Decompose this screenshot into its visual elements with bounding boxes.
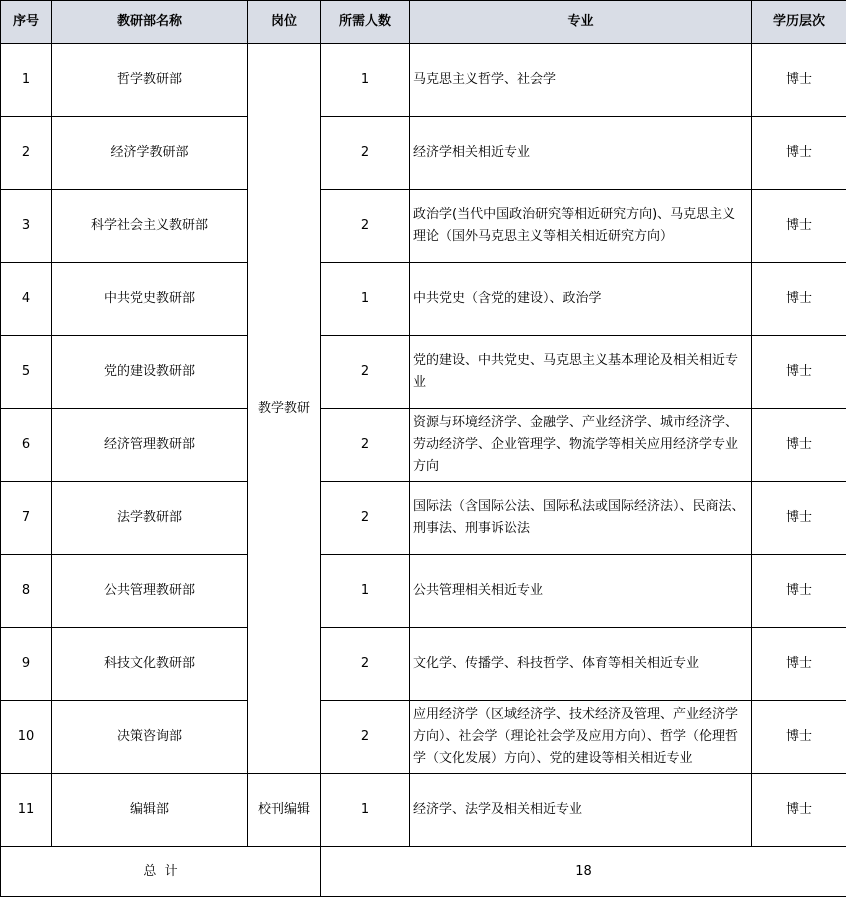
cell-degree: 博士 (752, 44, 846, 117)
cell-count: 2 (321, 482, 410, 555)
cell-dept: 科技文化教研部 (52, 628, 248, 701)
cell-index: 4 (1, 263, 52, 336)
cell-count: 1 (321, 555, 410, 628)
cell-dept: 法学教研部 (52, 482, 248, 555)
cell-degree: 博士 (752, 774, 846, 847)
cell-major: 党的建设、中共党史、马克思主义基本理论及相关相近专业 (410, 336, 752, 409)
cell-count: 1 (321, 44, 410, 117)
cell-major: 经济学、法学及相关相近专业 (410, 774, 752, 847)
cell-major: 文化学、传播学、科技哲学、体育等相关相近专业 (410, 628, 752, 701)
table-row (1, 44, 846, 117)
cell-post-teaching: 教学教研 (248, 44, 321, 774)
cell-dept: 中共党史教研部 (52, 263, 248, 336)
cell-degree: 博士 (752, 117, 846, 190)
cell-index: 5 (1, 336, 52, 409)
total-row (1, 847, 846, 897)
cell-count: 2 (321, 190, 410, 263)
cell-dept: 公共管理教研部 (52, 555, 248, 628)
header-post: 岗位 (248, 1, 321, 44)
cell-index: 11 (1, 774, 52, 847)
total-label: 总 计 (1, 847, 321, 897)
table-row (1, 190, 846, 263)
table-row (1, 409, 846, 482)
header-dept: 教研部名称 (52, 1, 248, 44)
cell-degree: 博士 (752, 263, 846, 336)
cell-major: 经济学相关相近专业 (410, 117, 752, 190)
table-row (1, 482, 846, 555)
cell-dept: 经济学教研部 (52, 117, 248, 190)
table-row (1, 263, 846, 336)
table-row (1, 628, 846, 701)
header-row (1, 1, 846, 44)
cell-degree: 博士 (752, 628, 846, 701)
header-degree: 学历层次 (752, 1, 846, 44)
cell-major: 应用经济学（区域经济学、技术经济及管理、产业经济学方向）、社会学（理论社会学及应用方向）、哲学（伦理哲学（文化发展）方向）、党的建设等相关相近专业 (410, 701, 752, 774)
cell-major: 资源与环境经济学、金融学、产业经济学、城市经济学、劳动经济学、企业管理学、物流学等相关应用经济学专业方向 (410, 409, 752, 482)
cell-major: 国际法（含国际公法、国际私法或国际经济法）、民商法、刑事法、刑事诉讼法 (410, 482, 752, 555)
table-row (1, 336, 846, 409)
cell-index: 3 (1, 190, 52, 263)
cell-index: 8 (1, 555, 52, 628)
cell-index: 6 (1, 409, 52, 482)
cell-major: 中共党史（含党的建设）、政治学 (410, 263, 752, 336)
cell-index: 7 (1, 482, 52, 555)
cell-degree: 博士 (752, 701, 846, 774)
cell-count: 1 (321, 263, 410, 336)
cell-degree: 博士 (752, 482, 846, 555)
cell-degree: 博士 (752, 336, 846, 409)
cell-count: 2 (321, 701, 410, 774)
cell-count: 2 (321, 117, 410, 190)
cell-count: 2 (321, 628, 410, 701)
cell-dept: 编辑部 (52, 774, 248, 847)
cell-dept: 决策咨询部 (52, 701, 248, 774)
cell-degree: 博士 (752, 555, 846, 628)
cell-dept: 党的建设教研部 (52, 336, 248, 409)
cell-degree: 博士 (752, 190, 846, 263)
cell-major: 政治学(当代中国政治研究等相近研究方向)、马克思主义理论（国外马克思主义等相关相近研究方向） (410, 190, 752, 263)
table-row (1, 774, 846, 847)
total-value: 18 (321, 847, 846, 897)
cell-index: 10 (1, 701, 52, 774)
table-row (1, 555, 846, 628)
cell-dept: 哲学教研部 (52, 44, 248, 117)
cell-index: 9 (1, 628, 52, 701)
table-row (1, 117, 846, 190)
header-count: 所需人数 (321, 1, 410, 44)
cell-count: 2 (321, 336, 410, 409)
cell-count: 2 (321, 409, 410, 482)
cell-degree: 博士 (752, 409, 846, 482)
header-index: 序号 (1, 1, 52, 44)
cell-index: 1 (1, 44, 52, 117)
cell-dept: 经济管理教研部 (52, 409, 248, 482)
cell-dept: 科学社会主义教研部 (52, 190, 248, 263)
cell-major: 公共管理相关相近专业 (410, 555, 752, 628)
cell-major: 马克思主义哲学、社会学 (410, 44, 752, 117)
header-major: 专业 (410, 1, 752, 44)
table-row (1, 701, 846, 774)
cell-post-editing: 校刊编辑 (248, 774, 321, 847)
cell-index: 2 (1, 117, 52, 190)
cell-count: 1 (321, 774, 410, 847)
